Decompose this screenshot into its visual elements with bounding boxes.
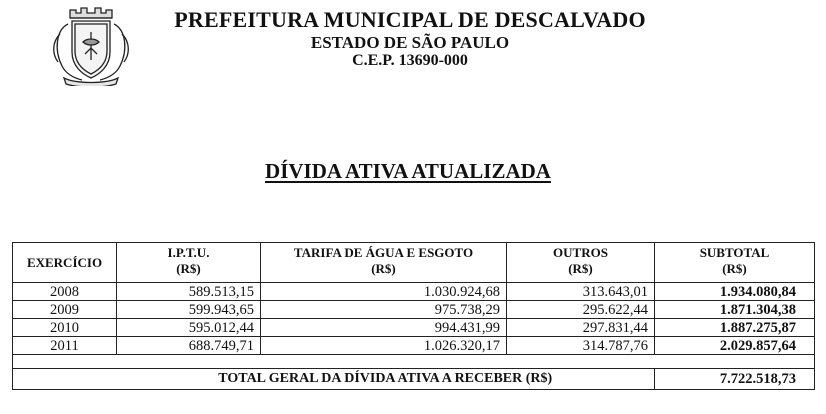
cell-iptu: 688.749,71: [117, 337, 261, 355]
spacer-cell: [507, 355, 655, 369]
cell-subtotal: 1.887.275,87: [655, 319, 815, 337]
municipality-name: PREFEITURA MUNICIPAL DE DESCALVADO: [174, 7, 646, 32]
col-header-outros-unit: (R$): [568, 261, 593, 276]
cell-subtotal: 1.934.080,84: [655, 283, 815, 301]
cell-outros: 297.831,44: [507, 319, 655, 337]
col-header-outros-label: OUTROS: [553, 245, 608, 260]
col-header-agua: [261, 243, 507, 283]
spacer-cell: [655, 355, 815, 369]
table-row: [13, 283, 815, 301]
total-label: TOTAL GERAL DA DÍVIDA ATIVA A RECEBER (R$): [117, 369, 655, 390]
col-header-exercicio-label: EXERCÍCIO: [26, 254, 103, 270]
cell-outros: 314.787,76: [507, 337, 655, 355]
debt-table: [12, 242, 815, 390]
col-header-subtotal: [655, 243, 815, 283]
cell-agua: 994.431,99: [261, 319, 507, 337]
total-value: 7.722.518,73: [655, 369, 815, 390]
col-header-subtotal-unit: (R$): [722, 261, 747, 276]
table-row: [13, 301, 815, 319]
table-header-row: [13, 243, 815, 283]
cell-iptu: 599.943,65: [117, 301, 261, 319]
cell-year: 2009: [13, 301, 117, 319]
col-header-iptu: [117, 243, 261, 283]
col-header-outros: [507, 243, 655, 283]
col-header-agua-unit: (R$): [371, 261, 396, 276]
table-row: [13, 319, 815, 337]
cell-year: 2011: [13, 337, 117, 355]
cell-subtotal: 2.029.857,64: [655, 337, 815, 355]
col-header-subtotal-label: SUBTOTAL: [699, 245, 770, 260]
state-name: ESTADO DE SÃO PAULO: [310, 33, 510, 52]
cell-year: 2008: [13, 283, 117, 301]
table-row: [13, 337, 815, 355]
col-header-agua-label: TARIFA DE ÁGUA E ESGOTO: [293, 245, 474, 260]
postal-code: C.E.P. 13690-000: [352, 52, 468, 69]
spacer-cell: [117, 355, 261, 369]
total-row: [13, 369, 815, 390]
cell-agua: 1.030.924,68: [261, 283, 507, 301]
cell-outros: 295.622,44: [507, 301, 655, 319]
col-header-iptu-unit: (R$): [176, 261, 201, 276]
table-spacer-row: [13, 355, 815, 369]
municipal-coat-of-arms: [46, 4, 136, 86]
cell-subtotal: 1.871.304,38: [655, 301, 815, 319]
cell-agua: 975.738,29: [261, 301, 507, 319]
document-title: DÍVIDA ATIVA ATUALIZADA: [265, 159, 551, 183]
cell-iptu: 589.513,15: [117, 283, 261, 301]
cell-year: 2010: [13, 319, 117, 337]
spacer-cell: [261, 355, 507, 369]
cell-outros: 313.643,01: [507, 283, 655, 301]
col-header-exercicio: [13, 243, 117, 283]
col-header-iptu-label: I.P.T.U.: [167, 245, 210, 260]
cell-iptu: 595.012,44: [117, 319, 261, 337]
total-lead-cell: [13, 369, 117, 390]
spacer-cell: [13, 355, 117, 369]
cell-agua: 1.026.320,17: [261, 337, 507, 355]
